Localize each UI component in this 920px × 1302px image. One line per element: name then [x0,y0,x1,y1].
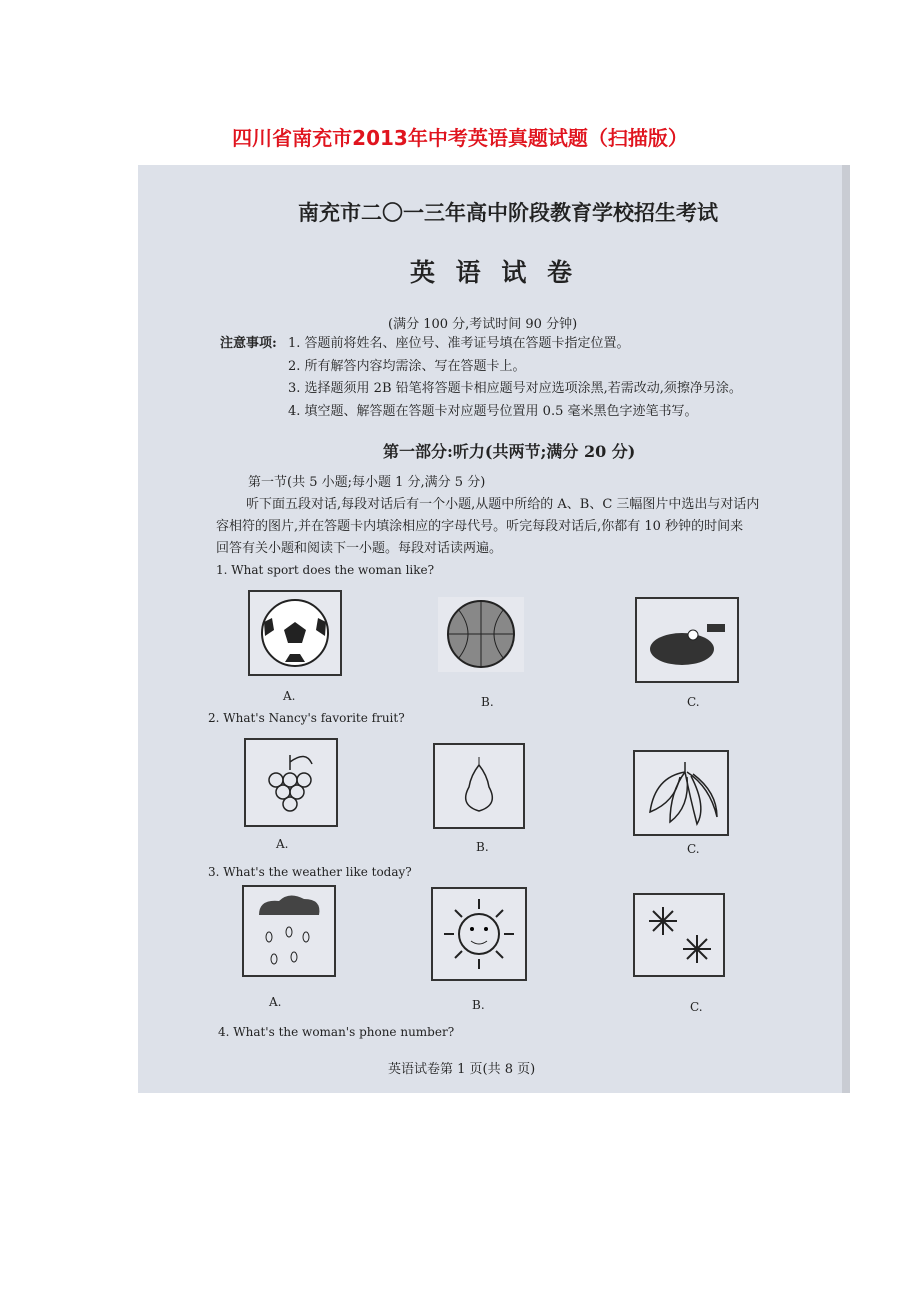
question-4: 4. What's the woman's phone number? [218,1025,455,1039]
page-title: 四川省南充市2013年中考英语真题试题（扫描版） [232,126,688,150]
option-label: B. [472,998,485,1012]
part1-heading: 第一部分:听力(共两节;满分 20 分) [383,442,636,461]
note-1: 1. 答题前将姓名、座位号、准考证号填在答题卡指定位置。 [288,336,630,351]
note-3: 3. 选择题须用 2B 铅笔将答题卡相应题号对应选项涂黑,若需改动,须擦净另涂。 [288,381,742,396]
option-label: B. [481,695,494,709]
option-label: C. [690,1000,703,1014]
option-label: B. [476,840,489,854]
question-1: 1. What sport does the woman like? [216,563,435,577]
option-label: A. [276,837,289,851]
question-2: 2. What's Nancy's favorite fruit? [208,711,405,725]
pear-icon [433,743,525,829]
soccer-ball-icon [248,590,342,676]
exam-header: 南充市二〇一三年高中阶段教育学校招生考试 [298,200,718,225]
score-time: (满分 100 分,考试时间 90 分钟) [388,317,578,332]
instructions-line-1: 听下面五段对话,每段对话后有一个小题,从题中所给的 A、B、C 三幅图片中选出与对话内 [246,497,760,512]
snow-icon [633,893,725,977]
page-footer: 英语试卷第 1 页(共 8 页) [388,1062,536,1077]
bananas-icon [633,750,729,836]
option-label: A. [269,995,282,1009]
ping-pong-icon [635,597,739,683]
option-label: A. [283,689,296,703]
sun-icon [431,887,527,981]
instructions-line-3: 回答有关小题和阅读下一小题。每段对话读两遍。 [216,541,503,556]
basketball-icon [438,597,524,672]
section1-heading: 第一节(共 5 小题;每小题 1 分,满分 5 分) [248,475,486,490]
question-3: 3. What's the weather like today? [208,865,412,879]
scan-edge [842,165,850,1093]
grapes-icon [244,738,338,827]
notes-label: 注意事项: [220,336,277,351]
option-label: C. [687,842,700,856]
scanned-exam-page [138,165,850,1093]
note-2: 2. 所有解答内容均需涂、写在答题卡上。 [288,359,526,374]
option-label: C. [687,695,700,709]
exam-subject: 英 语 试 卷 [409,258,579,287]
instructions-line-2: 容相符的图片,并在答题卡内填涂相应的字母代号。听完每段对话后,你都有 10 秒钟的时间来 [216,519,744,534]
note-4: 4. 填空题、解答题在答题卡对应题号位置用 0.5 毫米黑色字迹笔书写。 [288,404,698,419]
rain-icon [242,885,336,977]
